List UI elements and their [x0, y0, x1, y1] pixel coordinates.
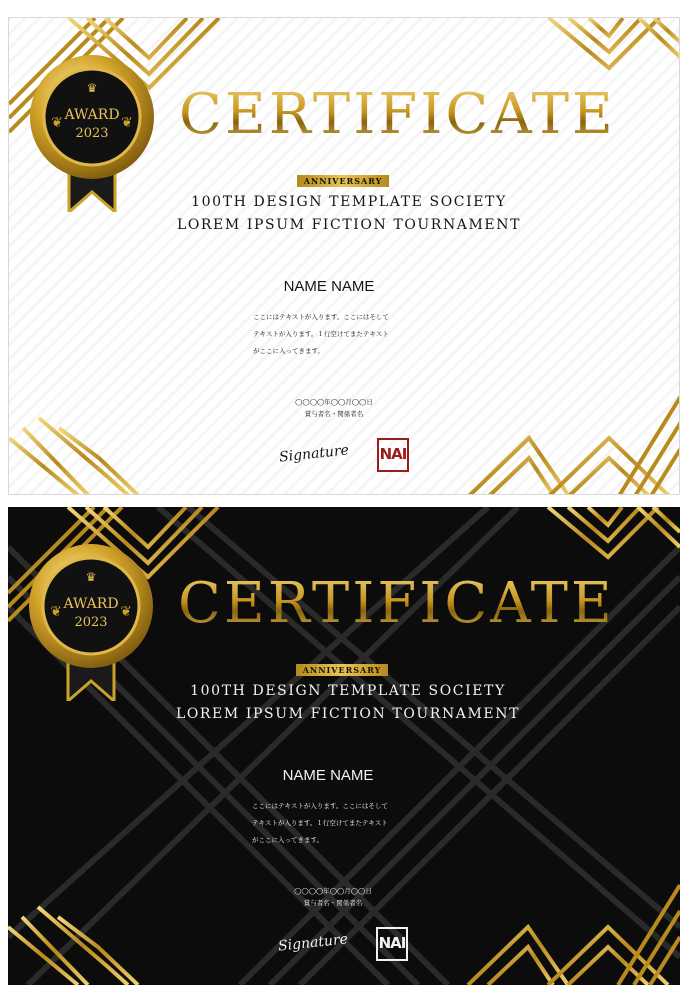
signature: Signature [277, 931, 349, 955]
badge-label: AWARD [64, 107, 120, 123]
laurel-right-icon: ❦ [120, 604, 132, 620]
organization-line-1: 100TH DESIGN TEMPLATE SOCIETY [190, 683, 506, 699]
organization-line-1: 100TH DESIGN TEMPLATE SOCIETY [191, 194, 507, 210]
presenter-text: 賞与者名・関係者名 [303, 899, 363, 907]
seal-stamp: NAI [377, 438, 409, 472]
laurel-left-icon: ❦ [51, 115, 63, 131]
crown-icon: ♛ [85, 570, 97, 584]
date-text: ◯◯◯◯年◯◯月◯◯日 [294, 887, 372, 895]
signature-block [279, 436, 419, 476]
laurel-right-icon: ❦ [121, 115, 133, 131]
body-line: がここに入ってきます。 [253, 347, 324, 355]
recipient-name: NAME NAME [283, 278, 375, 295]
certificate-title: CERTIFICATE [179, 80, 619, 150]
anniversary-ribbon: ANNIVERSARY [297, 175, 389, 187]
signature-block [278, 925, 418, 965]
body-text [253, 309, 453, 360]
badge-year: 2023 [75, 126, 109, 141]
certificate-light [8, 17, 680, 495]
body-line: がここに入ってきます。 [252, 836, 323, 844]
badge-label: AWARD [63, 596, 119, 612]
body-line: テキストが入ります。１行空けてまたテキスト [252, 819, 388, 827]
crown-icon: ♛ [86, 81, 98, 95]
seal-stamp: NAI [376, 927, 408, 961]
date-text: ◯◯◯◯年◯◯月◯◯日 [295, 398, 373, 406]
date-block [268, 885, 398, 909]
presenter-text: 賞与者名・関係者名 [304, 410, 364, 418]
signature: Signature [278, 442, 350, 466]
date-block [269, 396, 399, 420]
body-line: ここにはテキストが入ります。ここにはそして [253, 313, 389, 321]
laurel-left-icon: ❦ [50, 604, 62, 620]
organization-line-2: LOREM IPSUM FICTION TOURNAMENT [176, 217, 522, 233]
award-badge [26, 541, 156, 701]
body-line: ここにはテキストが入ります。ここにはそして [252, 802, 388, 810]
recipient-name: NAME NAME [282, 767, 374, 784]
anniversary-ribbon: ANNIVERSARY [296, 664, 388, 676]
organization-line-2: LOREM IPSUM FICTION TOURNAMENT [175, 706, 521, 722]
certificate-dark [8, 507, 680, 985]
certificate-title: CERTIFICATE [178, 569, 618, 639]
award-badge [27, 52, 157, 212]
body-text [252, 798, 452, 849]
badge-year: 2023 [74, 615, 108, 630]
body-line: テキストが入ります。１行空けてまたテキスト [253, 330, 389, 338]
